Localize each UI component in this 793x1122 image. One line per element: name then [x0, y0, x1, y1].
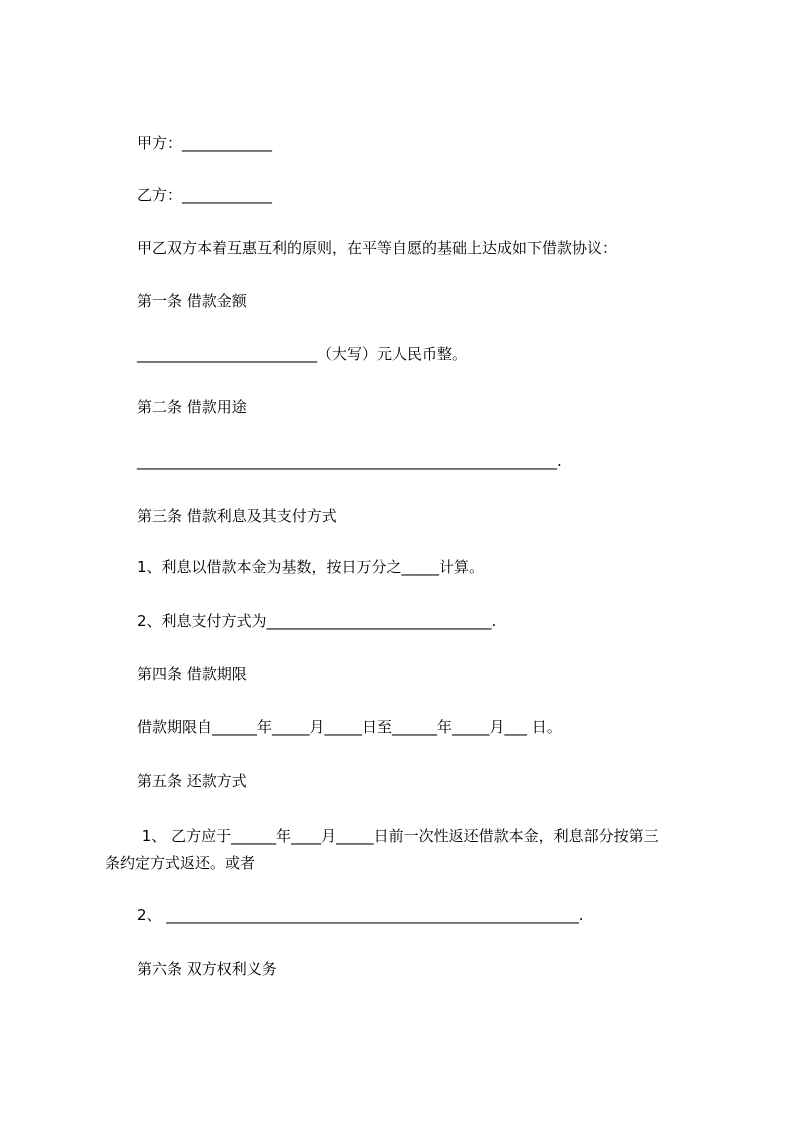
- interest-rate-line: 1、利息以借款本金为基数，按日万分之_____计算。: [137, 558, 485, 576]
- repayment-option-2-line: 2、 _______________________________________________________.: [137, 906, 584, 924]
- article-4-heading: 第四条 借款期限: [137, 665, 247, 683]
- article-5-heading: 第五条 还款方式: [137, 772, 247, 790]
- repayment-option-1-line: 1、 乙方应于______年____月_____日前一次性返还借款本金，利息部分按第三: [137, 827, 659, 845]
- interest-payment-line: 2、利息支付方式为______________________________.: [137, 612, 497, 630]
- loan-amount-line: ________________________（大写）元人民币整。: [137, 345, 468, 363]
- repayment-option-1-continued: 条约定方式返还。或者: [105, 854, 256, 872]
- article-6-heading: 第六条 双方权利义务: [137, 960, 277, 978]
- article-2-heading: 第二条 借款用途: [137, 398, 247, 416]
- loan-term-line: 借款期限自______年_____月_____日至______年_____月___ 日。: [137, 718, 562, 736]
- article-1-heading: 第一条 借款金额: [137, 292, 247, 310]
- article-3-heading: 第三条 借款利息及其支付方式: [137, 507, 337, 525]
- party-b-line: 乙方：____________: [137, 186, 273, 204]
- loan-purpose-line: ________________________________________________________.: [137, 452, 562, 470]
- party-a-line: 甲方：____________: [137, 134, 273, 152]
- preamble-text: 甲乙双方本着互惠互利的原则，在平等自愿的基础上达成如下借款协议：: [137, 239, 618, 257]
